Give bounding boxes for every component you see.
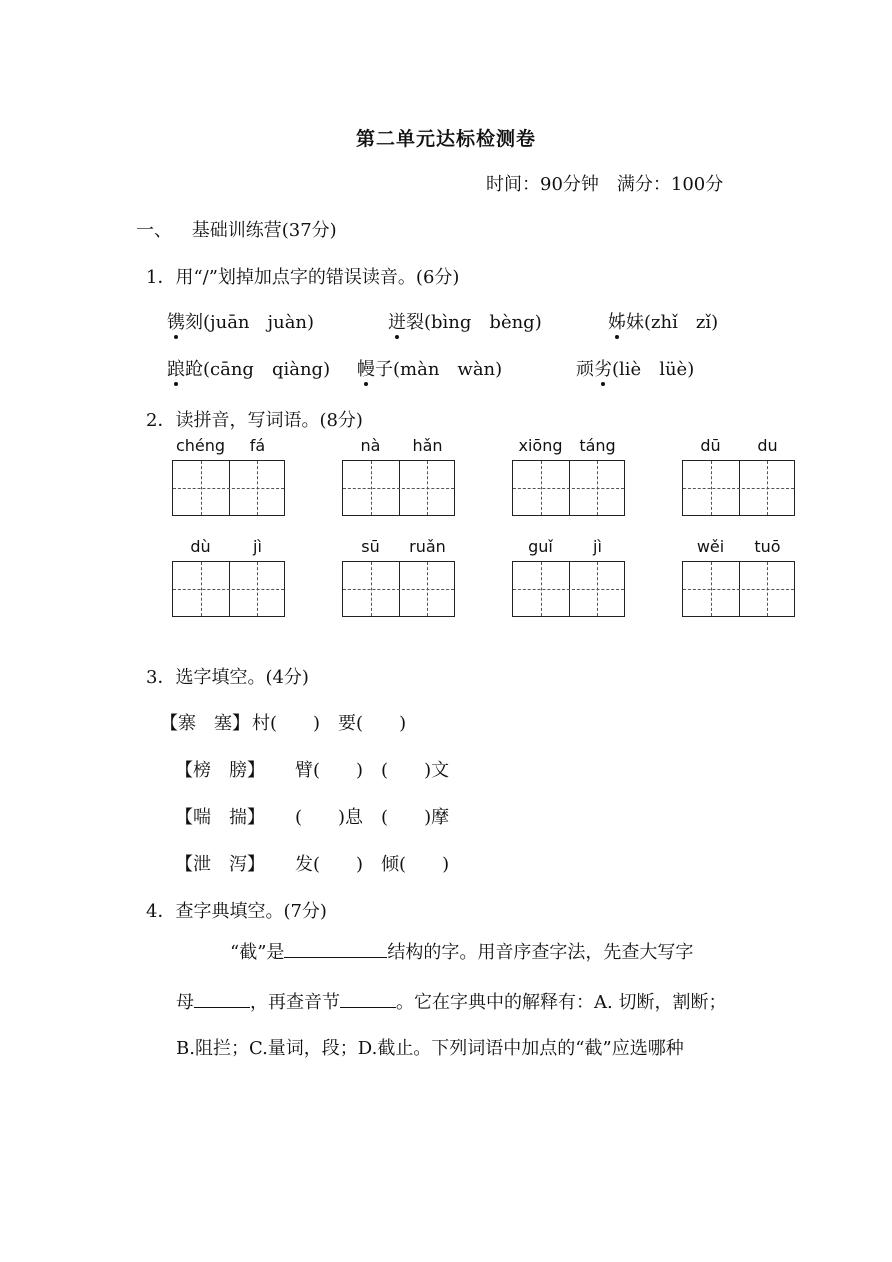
q4-line-1 — [230, 930, 693, 976]
writing-box[interactable] — [342, 460, 455, 516]
q3-blanks: 村( ) 要( ) — [252, 713, 407, 734]
q1-item — [576, 355, 694, 381]
question-1-prompt: 1．用“/”划掉加点字的错误读音。(6分) — [146, 267, 460, 288]
section-heading — [136, 216, 337, 242]
q4-text: 。它在字典中的解释有：A. 切断，割断； — [396, 992, 727, 1013]
writing-box[interactable] — [682, 561, 795, 617]
q3-row — [175, 756, 449, 782]
pinyin-syllable: sū — [361, 537, 380, 556]
q3-row — [175, 850, 449, 876]
q3-row — [175, 803, 449, 829]
dotted-char: 迸 — [388, 308, 406, 334]
pinyin-syllable: du — [757, 436, 778, 455]
q3-options: 【喘 揣】 — [175, 807, 265, 828]
q1-item — [608, 308, 718, 334]
pinyin-syllable: ruǎn — [409, 537, 446, 556]
q1-item — [388, 308, 542, 334]
pinyin-syllable: xiōng — [518, 436, 563, 455]
q3-blanks: 臂( ) ( )文 — [295, 760, 450, 781]
pinyin-syllable: táng — [579, 436, 616, 455]
q1-item — [167, 308, 314, 334]
page-title: 第二单元达标检测卷 — [355, 128, 536, 150]
q4-line-2 — [176, 980, 726, 1026]
answer-blank[interactable] — [284, 939, 387, 958]
q1-item-text: (liè lüè) — [612, 359, 695, 380]
pinyin-syllable: jì — [253, 537, 262, 556]
section-number: 一、 — [136, 220, 172, 241]
dotted-char: 劣 — [594, 355, 612, 381]
q4-text: ，再查音节 — [250, 992, 340, 1013]
q3-blanks: ( )息 ( )摩 — [295, 807, 450, 828]
pinyin-syllable: jì — [593, 537, 602, 556]
pinyin-syllable: wěi — [696, 537, 725, 556]
writing-box[interactable] — [512, 460, 625, 516]
pinyin-syllable: tuō — [754, 537, 781, 556]
answer-blank[interactable] — [194, 989, 250, 1008]
q1-item-text: 刻(juān juàn) — [185, 312, 315, 333]
dotted-char: 镌 — [167, 308, 185, 334]
q3-options: 【寨 塞】 — [160, 713, 250, 734]
q3-options: 【榜 膀】 — [175, 760, 265, 781]
q3-row — [160, 709, 406, 735]
writing-box[interactable] — [342, 561, 455, 617]
section-title: 基础训练营(37分) — [191, 220, 337, 241]
pinyin-syllable: chéng — [175, 436, 226, 455]
answer-blank[interactable] — [340, 989, 396, 1008]
q4-line-3: B.阻拦；C.量词，段；D.截止。下列词语中加点的“截”应选哪种 — [176, 1038, 684, 1059]
writing-box[interactable] — [512, 561, 625, 617]
writing-box[interactable] — [172, 460, 285, 516]
q1-item-text: 妹(zhǐ zǐ) — [626, 312, 719, 333]
pinyin-syllable: nà — [360, 436, 381, 455]
pinyin-syllable: dū — [700, 436, 721, 455]
question-3-prompt: 3．选字填空。(4分) — [146, 667, 309, 688]
q1-item-text: 裂(bìng bèng) — [406, 312, 542, 333]
dotted-char: 踉 — [167, 355, 185, 381]
dotted-char: 幔 — [357, 355, 375, 381]
exam-meta: 时间：90分钟 满分：100分 — [486, 174, 724, 195]
question-4-prompt: 4．查字典填空。(7分) — [146, 901, 327, 922]
q3-options: 【泄 泻】 — [175, 854, 265, 875]
q1-item-text: 跄(cāng qiàng) — [185, 359, 331, 380]
pinyin-syllable: guǐ — [528, 537, 553, 556]
q1-item — [357, 355, 502, 381]
writing-box[interactable] — [172, 561, 285, 617]
writing-box[interactable] — [682, 460, 795, 516]
pinyin-syllable: dù — [190, 537, 211, 556]
q4-text: “截”是 — [230, 942, 285, 963]
pinyin-syllable: fá — [249, 436, 266, 455]
q1-item — [167, 355, 330, 381]
q1-item-prefix: 顽 — [576, 359, 594, 380]
q4-text: 结构的字。用音序查字法，先查大写字 — [387, 942, 694, 963]
pinyin-syllable: hǎn — [412, 436, 443, 455]
q4-text: 母 — [176, 992, 194, 1013]
dotted-char: 姊 — [608, 308, 626, 334]
q1-item-text: 子(màn wàn) — [375, 359, 503, 380]
question-2-prompt: 2．读拼音，写词语。(8分) — [146, 410, 363, 431]
q3-blanks: 发( ) 倾( ) — [295, 854, 450, 875]
